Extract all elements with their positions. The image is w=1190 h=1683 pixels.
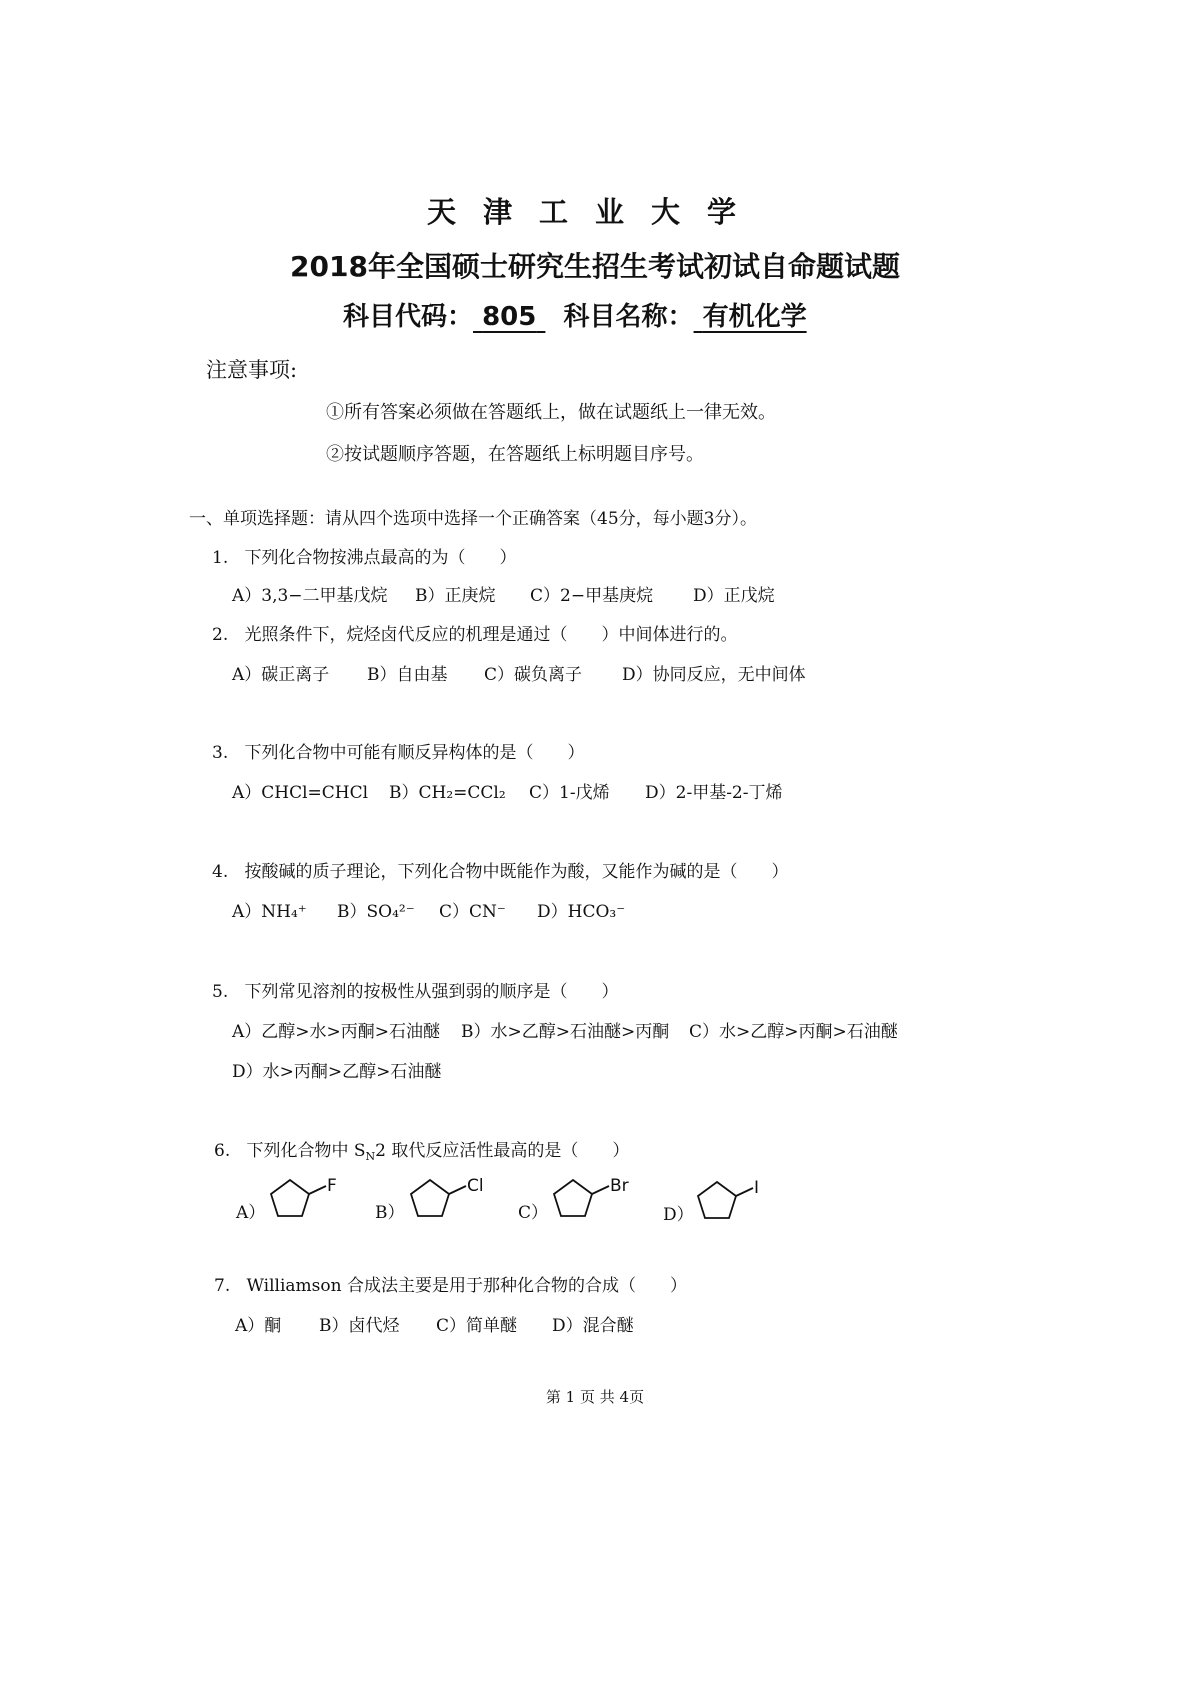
option: C）1-戊烯 (529, 783, 610, 803)
code-label: 科目代码： (343, 302, 474, 332)
option: A） (236, 1203, 266, 1223)
question-3: 3. 下列化合物中可能有顺反异构体的是（ ） (212, 743, 585, 763)
option: B）SO₄²⁻ (337, 902, 415, 922)
option: D）水>丙酮>乙醇>石油醚 (232, 1062, 442, 1082)
option: C） (518, 1203, 549, 1223)
iodocyclopentane-structure (698, 1178, 759, 1218)
substituent-label: I (754, 1178, 760, 1198)
option: A）CHCl=CHCl (232, 783, 369, 803)
bond (449, 1186, 466, 1194)
question-5: 5. 下列常见溶剂的按极性从强到弱的顺序是（ ） (212, 982, 619, 1002)
bond (309, 1186, 326, 1194)
option: A）3,3−二甲基戊烷 (232, 586, 388, 606)
bromocyclopentane-structure (554, 1176, 629, 1216)
cyclopentane-ring (411, 1180, 449, 1216)
option: C）简单醚 (436, 1316, 518, 1336)
option: A）NH₄⁺ (232, 902, 307, 922)
option: A）酮 (235, 1316, 282, 1336)
option: B） (375, 1203, 405, 1223)
page-number: 第 1 页 共 4页 (545, 1388, 645, 1406)
question-4: 4. 按酸碱的质子理论，下列化合物中既能作为酸，又能作为碱的是（ ） (212, 862, 789, 882)
option: D）协同反应，无中间体 (622, 665, 806, 685)
option: D） (663, 1205, 694, 1225)
note-item: ②按试题顺序答题，在答题纸上标明题目序号。 (326, 444, 704, 465)
question-7: 7. Williamson 合成法主要是用于那种化合物的合成（ ） (214, 1276, 687, 1296)
option: D）2-甲基-2-丁烯 (645, 783, 783, 803)
substituent-label: Cl (467, 1176, 484, 1196)
cyclopentane-ring (554, 1180, 592, 1216)
option: B）正庚烷 (415, 586, 496, 606)
bond (592, 1186, 609, 1194)
cyclopentane-ring (698, 1182, 736, 1218)
chlorocyclopentane-structure (411, 1176, 484, 1216)
code-value: 805 (482, 302, 537, 332)
option: C）CN⁻ (439, 902, 506, 922)
substituent-label: F (327, 1176, 337, 1196)
name-value: 有机化学 (702, 302, 807, 332)
option: B）水>乙醇>石油醚>丙酮 (461, 1022, 670, 1042)
option: D）混合醚 (552, 1316, 634, 1336)
bond (736, 1188, 753, 1196)
cyclopentane-ring (271, 1180, 309, 1216)
option: A）碳正离子 (232, 665, 330, 685)
option: C）水>乙醇>丙酮>石油醚 (689, 1022, 898, 1042)
option: B）卤代烃 (319, 1316, 400, 1336)
university-name: 天津工业大学 (426, 195, 763, 229)
section-title: 一、单项选择题：请从四个选项中选择一个正确答案（45分，每小题3分）。 (189, 509, 757, 529)
note-item: ①所有答案必须做在答题纸上，做在试题纸上一律无效。 (326, 402, 776, 423)
option: D）HCO₃⁻ (537, 902, 626, 922)
question-6: 6. 下列化合物中 $S_N2$ 取代反应活性最高的是（ ） (214, 1141, 630, 1163)
exam-title: 2018年全国硕士研究生招生考试初试自命题试题 (290, 250, 900, 283)
fluorocyclopentane-structure (271, 1176, 337, 1216)
option: B）自由基 (367, 665, 448, 685)
question-2: 2. 光照条件下，烷烃卤代反应的机理是通过（ ）中间体进行的。 (212, 625, 738, 645)
question-1: 1. 下列化合物按沸点最高的为（ ） (212, 548, 517, 568)
notes-heading: 注意事项: (206, 358, 298, 382)
option: A）乙醇>水>丙酮>石油醚 (232, 1022, 441, 1042)
option: C）2−甲基庚烷 (530, 586, 654, 606)
option: D）正戊烷 (693, 586, 775, 606)
substituent-label: Br (610, 1176, 629, 1196)
option: B）CH₂=CCl₂ (389, 783, 506, 803)
option: C）碳负离子 (484, 665, 583, 685)
name-label: 科目名称： (563, 302, 694, 332)
